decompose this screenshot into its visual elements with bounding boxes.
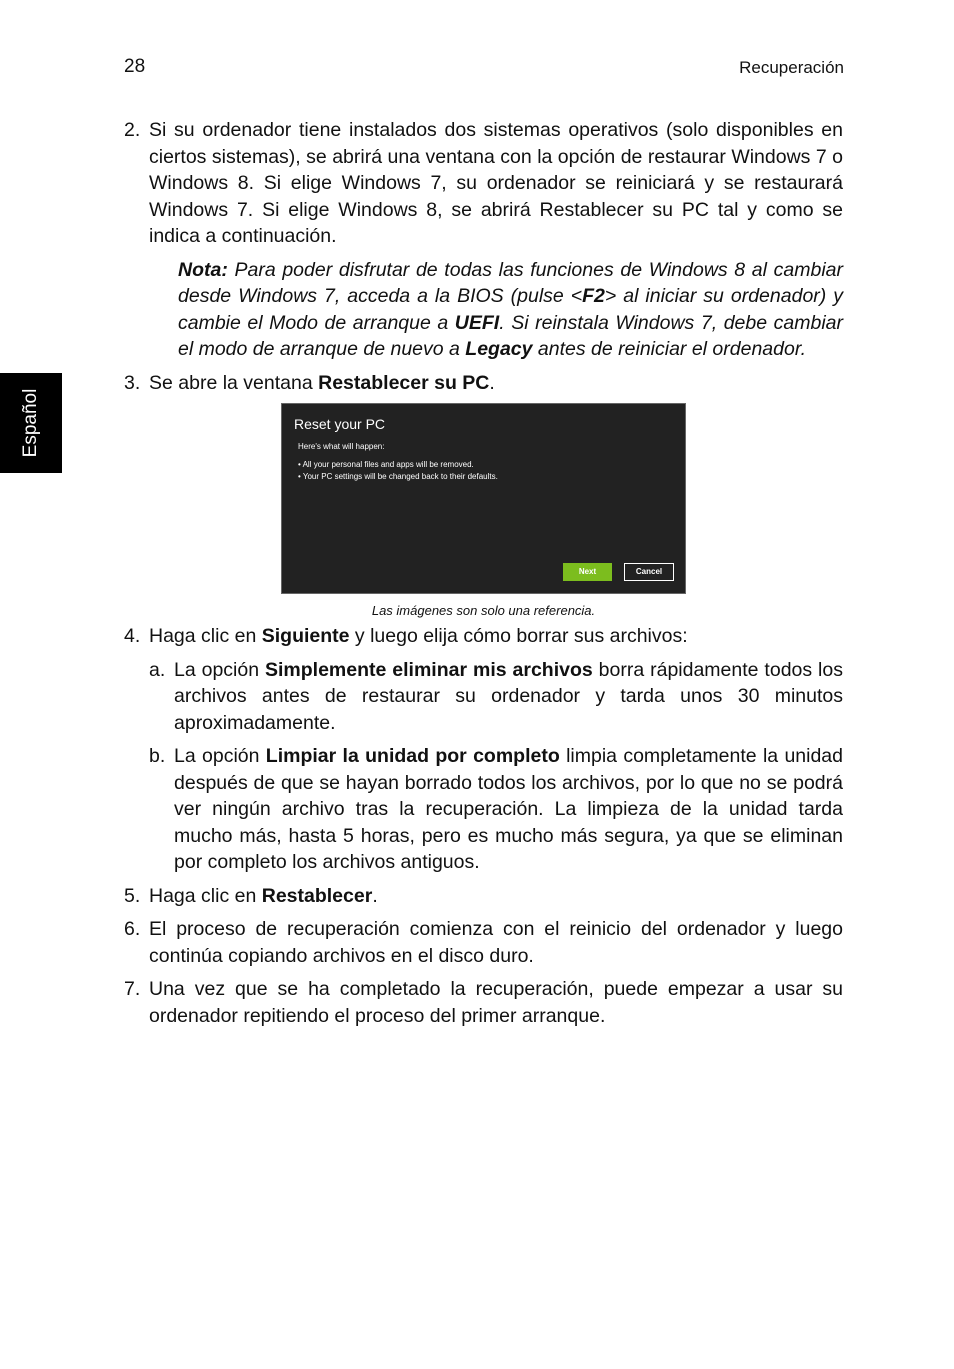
step-bold-text: Restablecer [261,884,373,907]
page-content [124,117,843,1036]
step-text: La opción [174,658,265,681]
step-text: La opción [174,745,266,767]
step-4b [149,743,843,876]
screenshot-subtitle: Here's what will happen: [298,442,385,451]
screenshot-bullet: • Your PC settings will be changed back to their defaults. [298,472,498,481]
step-text: Haga clic en [149,625,262,647]
step-5 [124,883,843,910]
step-text: El proceso de recuperación comienza con el reinicio del ordenador y luego continúa copiando archivos en el disco duro. [149,918,843,967]
next-button[interactable]: Next [563,563,612,581]
step-text: Una vez que se ha completado la recuperación, puede empezar a usar su ordenador repitiendo el proceso del primer arranque. [149,978,843,1027]
step-text: Si su ordenador tiene instalados dos sistemas operativos (solo disponibles en ciertos sistemas), se abrirá una ventana con la opción de restaurar Windows 7 o Windows 8. Si elige Windows 7, su ordenador se reiniciará y se restaurará Windows 7. Si elige Windows 8, se abrirá Restablecer su PC tal y como se indica a continuación. [149,119,843,247]
step-bold-text: Restablecer su PC [318,371,490,394]
step-number: 2. [124,119,141,141]
step-number: 4. [124,625,141,647]
step-bold-text: Limpiar la unidad por completo [265,745,560,767]
step-4a [149,657,843,737]
step-number: 3. [124,371,141,394]
step-6 [124,916,843,969]
step-text: . [372,884,378,907]
legacy-term: Legacy [465,338,533,360]
step-text: Haga clic en [149,884,262,907]
reset-pc-figure [281,403,686,619]
step-2 [124,117,843,250]
screenshot-bullet: • All your personal files and apps will be removed. [298,460,474,469]
page-number: 28 [124,56,146,77]
figure-caption: Las imágenes son solo una referencia. [371,603,596,618]
note-label: Nota: [178,258,228,281]
step-number: 6. [124,918,141,940]
running-header: Recuperación [739,58,844,77]
step-3 [124,370,843,397]
step-4 [124,623,843,650]
screenshot-title: Reset your PC [294,416,386,432]
step-bold-text: Simplemente eliminar mis archivos [265,658,593,681]
substep-letter: b. [149,745,166,767]
note-text: antes de reiniciar el ordenador. [532,338,807,360]
note-text: . Si reinstala Windows 7, debe cambiar el modo de arranque de nuevo a [178,311,843,360]
note-text: > al iniciar su ordenador) y cambie el Modo de arranque a [178,285,843,334]
language-tab-label: Español [20,388,41,458]
note-text: Para poder disfrutar de todas las funciones de Windows 8 al cambiar desde Windows 7, acceda a la BIOS (pulse < [178,258,843,307]
substep-letter: a. [149,658,166,681]
uefi-term: UEFI [454,311,500,334]
language-tab [0,373,62,473]
step-7 [124,976,843,1029]
step-text: y luego elija cómo borrar sus archivos: [349,625,688,647]
key-f2: F2 [582,285,605,307]
reset-pc-screenshot [281,403,686,594]
step-text: limpia completamente la unidad después de que se hayan borrado todos los archivos, por lo que no se podrá ver ningún archivo tras la recuperación. La limpieza de la unidad tarda mucho más, hasta 5 horas, pero es mucho más segura, ya que se eliminan por completo los archivos antiguos. [174,745,843,873]
step-bold-text: Siguiente [261,625,350,647]
step-text: borra rápidamente todos los archivos antes de restaurar su ordenador y tarda unos 30 minutos aproximadamente. [174,658,843,734]
step-number: 5. [124,884,141,907]
step-text: . [489,371,495,394]
note-box [178,257,843,363]
step-number: 7. [124,978,141,1000]
cancel-button[interactable]: Cancel [624,563,674,581]
screenshot-bullets [298,459,498,483]
step-text: Se abre la ventana [149,371,319,394]
